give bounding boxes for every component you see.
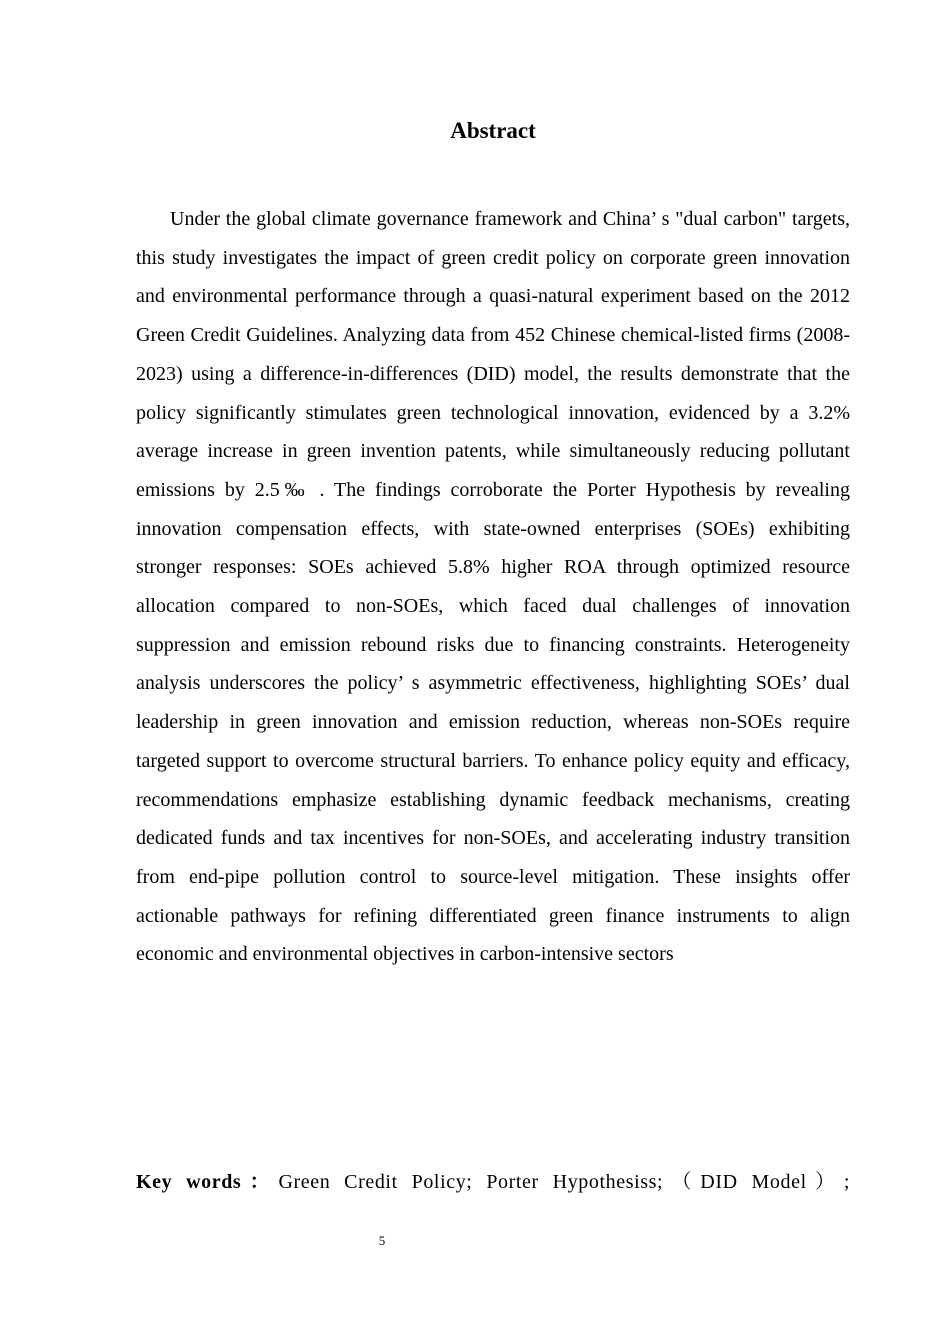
abstract-body: Under the global climate governance framework and China’ s "dual carbon" targets, this study investigates the impact of green credit policy on corporate green innovation and environmental performance through a quasi-natural experiment based on the 2012 Green Credit Guidelines. Analyzing data from 452 Chinese chemical-listed firms (2008-2023) using a difference-in-differences (DID) model, the results demonstrate that the policy significantly stimulates green technological innovation, evidenced by a 3.2% average increase in green invention patents, while simultaneously reducing pollutant emissions by 2.5‰ . The findings corroborate the Porter Hypothesis by revealing innovation compensation effects, with state-owned enterprises (SOEs) exhibiting stronger responses: SOEs achieved 5.8% higher ROA through optimized resource allocation compared to non-SOEs, which faced dual challenges of innovation suppression and emission rebound risks due to financing constraints. Heterogeneity analysis underscores the policy’ s asymmetric effectiveness, highlighting SOEs’ dual leadership in green innovation and emission reduction, whereas non-SOEs require targeted support to overcome structural barriers. To enhance policy equity and efficacy, recommendations emphasize establishing dynamic feedback mechanisms, creating dedicated funds and tax incentives for non-SOEs, and accelerating industry transition from end-pipe pollution control to source-level mitigation. These insights offer actionable pathways for refining differentiated green finance instruments to align economic and environmental objectives in carbon-intensive sectors [136,208,850,966]
keywords-line [136,1163,850,1201]
page-number: 5 [378,1233,386,1248]
keywords-list: Green Credit Policy; Porter Hypothesiss;（DID Model）; [278,1171,850,1193]
keywords-label: Key words： [136,1171,279,1193]
abstract-title: Abstract [450,118,536,143]
